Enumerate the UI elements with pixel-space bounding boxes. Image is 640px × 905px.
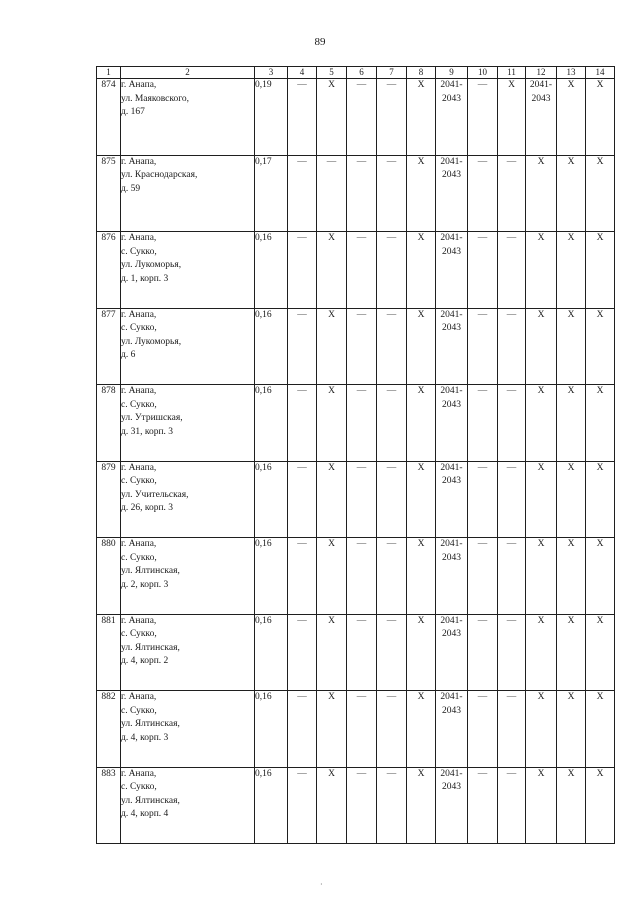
mark-cell-c12 — [526, 385, 557, 462]
mark-cell-c6: — — [347, 461, 377, 538]
period-line: 2043 — [442, 476, 461, 487]
mark-cell-c7: — — [377, 385, 407, 462]
mark-cell-c6: — — [347, 79, 377, 156]
period-line: 2041- — [440, 615, 463, 626]
area-value: 0,16 — [255, 538, 288, 615]
table-row — [97, 79, 615, 156]
area-value: 0,16 — [255, 614, 288, 691]
address-line: ул. Утришская, — [121, 413, 183, 424]
mark-cell-c10: — — [468, 308, 498, 385]
period-cell — [436, 691, 468, 768]
table-row — [97, 614, 615, 691]
column-header: 14 — [586, 67, 615, 79]
table-body — [97, 79, 615, 844]
mark-cell-c8: X — [407, 79, 436, 156]
address-line: ул. Ялтинская, — [121, 719, 180, 730]
mark-cell-c12 — [526, 232, 557, 309]
mark-cell-c5: X — [317, 461, 347, 538]
row-number: 876 — [97, 232, 121, 309]
address-line: г. Анапа, — [121, 539, 157, 549]
column-header: 6 — [347, 67, 377, 79]
table-row — [97, 767, 615, 844]
address-cell — [121, 461, 255, 538]
column-header: 4 — [288, 67, 317, 79]
period-line: 2041- — [440, 692, 463, 702]
mark-cell-c12 — [526, 308, 557, 385]
address-line: г. Анапа, — [121, 768, 157, 779]
mark-cell-c5: — — [317, 155, 347, 232]
mark-cell-c13: X — [557, 691, 586, 768]
period-cell — [436, 79, 468, 156]
mark-cell-c6: — — [347, 232, 377, 309]
mark-cell-c10: — — [468, 614, 498, 691]
period-line: 2041- — [440, 768, 463, 779]
mark-cell-c4: — — [288, 155, 317, 232]
row-number: 880 — [97, 538, 121, 615]
address-line: с. Сукко, — [121, 476, 157, 487]
mark-cell-c13: X — [557, 614, 586, 691]
mark-cell-c6: — — [347, 308, 377, 385]
period-cell — [436, 614, 468, 691]
mark-cell-c13: X — [557, 232, 586, 309]
mark-cell-c7: — — [377, 767, 407, 844]
period-cell — [436, 232, 468, 309]
mark-cell-c10: — — [468, 232, 498, 309]
address-line: ул. Ялтинская, — [121, 642, 180, 653]
mark-cell-c12 — [526, 767, 557, 844]
period-line: 2041- — [440, 462, 463, 473]
mark-cell-c7: — — [377, 308, 407, 385]
mark-cell-c13: X — [557, 767, 586, 844]
address-line: с. Сукко, — [121, 629, 157, 640]
row-number: 883 — [97, 767, 121, 844]
address-line: с. Сукко, — [121, 323, 157, 334]
mark-cell-c7: — — [377, 461, 407, 538]
row-number: 881 — [97, 614, 121, 691]
address-line: г. Анапа, — [121, 386, 157, 396]
area-value: 0,16 — [255, 308, 288, 385]
period-line: 2041- — [440, 80, 463, 90]
mark-cell-c7: — — [377, 79, 407, 156]
address-line: д. 6 — [121, 350, 136, 361]
address-line: г. Анапа, — [121, 80, 157, 90]
mark-cell-c4: — — [288, 767, 317, 844]
mark-cell-c13: X — [557, 538, 586, 615]
table-row — [97, 308, 615, 385]
mark-cell-c13: X — [557, 79, 586, 156]
table-row — [97, 155, 615, 232]
mark-cell-c8: X — [407, 691, 436, 768]
period-cell — [436, 308, 468, 385]
area-value: 0,16 — [255, 691, 288, 768]
mark-cell-c10: — — [468, 79, 498, 156]
mark-line: X — [537, 539, 545, 549]
mark-cell-c13: X — [557, 308, 586, 385]
mark-cell-c6: — — [347, 767, 377, 844]
mark-cell-c5: X — [317, 232, 347, 309]
mark-cell-c4: — — [288, 461, 317, 538]
address-line: г. Анапа, — [121, 615, 157, 626]
mark-cell-c11: — — [498, 232, 526, 309]
address-cell — [121, 614, 255, 691]
mark-cell-c14: X — [586, 461, 615, 538]
address-line: ул. Ялтинская, — [121, 566, 180, 577]
mark-cell-c8: X — [407, 385, 436, 462]
mark-line: X — [537, 615, 545, 626]
address-line: ул. Учительская, — [121, 489, 189, 500]
address-line: ул. Краснодарская, — [121, 170, 198, 181]
period-line: 2043 — [442, 246, 461, 257]
period-line: 2041- — [440, 309, 463, 320]
mark-cell-c11: — — [498, 308, 526, 385]
column-header: 11 — [498, 67, 526, 79]
row-number: 875 — [97, 155, 121, 232]
area-value: 0,16 — [255, 767, 288, 844]
mark-cell-c4: — — [288, 614, 317, 691]
address-cell — [121, 691, 255, 768]
column-header: 10 — [468, 67, 498, 79]
mark-line: X — [537, 768, 545, 779]
address-line: д. 59 — [121, 183, 141, 194]
mark-cell-c8: X — [407, 461, 436, 538]
column-header: 3 — [255, 67, 288, 79]
mark-cell-c8: X — [407, 767, 436, 844]
mark-cell-c6: — — [347, 691, 377, 768]
address-cell — [121, 385, 255, 462]
mark-cell-c14: X — [586, 767, 615, 844]
mark-cell-c8: X — [407, 232, 436, 309]
period-cell — [436, 538, 468, 615]
mark-cell-c12 — [526, 461, 557, 538]
period-cell — [436, 767, 468, 844]
period-line: 2041- — [440, 233, 463, 243]
address-line: д. 4, корп. 4 — [121, 809, 169, 820]
mark-cell-c14: X — [586, 155, 615, 232]
mark-cell-c11: X — [498, 79, 526, 156]
address-cell — [121, 232, 255, 309]
period-line: 2043 — [442, 399, 461, 410]
mark-cell-c10: — — [468, 767, 498, 844]
mark-line: X — [537, 233, 545, 243]
address-line: г. Анапа, — [121, 233, 157, 243]
mark-cell-c5: X — [317, 614, 347, 691]
column-header: 13 — [557, 67, 586, 79]
mark-cell-c6: — — [347, 155, 377, 232]
mark-line: X — [537, 309, 545, 320]
address-line: д. 167 — [121, 107, 145, 118]
address-cell — [121, 155, 255, 232]
area-value: 0,16 — [255, 385, 288, 462]
address-cell — [121, 767, 255, 844]
period-cell — [436, 155, 468, 232]
mark-cell-c12 — [526, 79, 557, 156]
housing-table — [96, 66, 615, 844]
mark-cell-c10: — — [468, 385, 498, 462]
column-header: 2 — [121, 67, 255, 79]
mark-cell-c14: X — [586, 385, 615, 462]
period-line: 2043 — [442, 93, 461, 104]
mark-cell-c4: — — [288, 232, 317, 309]
mark-cell-c10: — — [468, 155, 498, 232]
period-line: 2043 — [442, 705, 461, 716]
column-header: 9 — [436, 67, 468, 79]
area-value: 0,16 — [255, 461, 288, 538]
mark-cell-c11: — — [498, 691, 526, 768]
mark-cell-c13: X — [557, 461, 586, 538]
row-number: 878 — [97, 385, 121, 462]
period-line: 2043 — [442, 552, 461, 563]
mark-cell-c14: X — [586, 232, 615, 309]
address-line: с. Сукко, — [121, 705, 157, 716]
mark-cell-c11: — — [498, 767, 526, 844]
mark-cell-c14: X — [586, 308, 615, 385]
address-line: ул. Ялтинская, — [121, 795, 180, 806]
address-line: ул. Лукоморья, — [121, 260, 182, 271]
mark-cell-c6: — — [347, 614, 377, 691]
scan-speck: · — [320, 880, 323, 889]
mark-cell-c4: — — [288, 79, 317, 156]
address-line: г. Анапа, — [121, 462, 157, 473]
mark-cell-c12 — [526, 538, 557, 615]
mark-cell-c13: X — [557, 155, 586, 232]
mark-cell-c5: X — [317, 767, 347, 844]
column-header: 7 — [377, 67, 407, 79]
area-value: 0,19 — [255, 79, 288, 156]
mark-cell-c14: X — [586, 79, 615, 156]
area-value: 0,16 — [255, 232, 288, 309]
address-line: с. Сукко, — [121, 552, 157, 563]
period-line: 2041- — [440, 386, 463, 396]
mark-cell-c8: X — [407, 614, 436, 691]
mark-cell-c11: — — [498, 538, 526, 615]
address-line: ул. Лукоморья, — [121, 336, 182, 347]
address-line: с. Сукко, — [121, 782, 157, 793]
mark-cell-c10: — — [468, 461, 498, 538]
mark-cell-c10: — — [468, 538, 498, 615]
page-number: 89 — [314, 36, 326, 48]
mark-cell-c7: — — [377, 614, 407, 691]
mark-cell-c7: — — [377, 232, 407, 309]
mark-line: X — [537, 462, 545, 473]
period-line: 2043 — [442, 629, 461, 640]
column-header: 5 — [317, 67, 347, 79]
mark-cell-c5: X — [317, 385, 347, 462]
mark-cell-c14: X — [586, 614, 615, 691]
mark-cell-c5: X — [317, 538, 347, 615]
mark-cell-c8: X — [407, 308, 436, 385]
row-number: 877 — [97, 308, 121, 385]
mark-cell-c6: — — [347, 385, 377, 462]
address-cell — [121, 308, 255, 385]
mark-cell-c5: X — [317, 79, 347, 156]
row-number: 874 — [97, 79, 121, 156]
mark-cell-c5: X — [317, 691, 347, 768]
period-cell — [436, 385, 468, 462]
mark-cell-c6: — — [347, 538, 377, 615]
address-line: д. 31, корп. 3 — [121, 426, 174, 437]
mark-line: 2043 — [531, 93, 551, 104]
column-header: 8 — [407, 67, 436, 79]
address-line: д. 4, корп. 3 — [121, 732, 169, 743]
table-row — [97, 691, 615, 768]
header-row — [97, 67, 615, 79]
mark-cell-c8: X — [407, 155, 436, 232]
mark-line: X — [537, 692, 545, 702]
address-line: ул. Маяковского, — [121, 93, 190, 104]
mark-cell-c4: — — [288, 385, 317, 462]
period-line: 2041- — [440, 156, 463, 167]
period-line: 2043 — [442, 782, 461, 793]
mark-line: X — [537, 386, 545, 396]
mark-cell-c4: — — [288, 691, 317, 768]
mark-cell-c14: X — [586, 538, 615, 615]
table-row — [97, 538, 615, 615]
mark-line: X — [537, 156, 545, 167]
mark-cell-c12 — [526, 614, 557, 691]
mark-cell-c7: — — [377, 538, 407, 615]
period-line: 2041- — [440, 539, 463, 549]
mark-cell-c13: X — [557, 385, 586, 462]
mark-cell-c7: — — [377, 155, 407, 232]
table-row — [97, 232, 615, 309]
address-line: г. Анапа, — [121, 692, 157, 702]
column-header: 1 — [97, 67, 121, 79]
mark-line: 2041- — [529, 80, 553, 90]
column-header: 12 — [526, 67, 557, 79]
address-cell — [121, 79, 255, 156]
table-row — [97, 461, 615, 538]
mark-cell-c14: X — [586, 691, 615, 768]
period-line: 2043 — [442, 323, 461, 334]
period-line: 2043 — [442, 170, 461, 181]
address-line: д. 26, корп. 3 — [121, 503, 174, 514]
address-line: д. 1, корп. 3 — [121, 273, 169, 284]
address-cell — [121, 538, 255, 615]
mark-cell-c11: — — [498, 461, 526, 538]
row-number: 879 — [97, 461, 121, 538]
address-line: г. Анапа, — [121, 309, 157, 320]
row-number: 882 — [97, 691, 121, 768]
mark-cell-c8: X — [407, 538, 436, 615]
address-line: с. Сукко, — [121, 399, 157, 410]
address-line: д. 2, корп. 3 — [121, 579, 169, 590]
mark-cell-c11: — — [498, 385, 526, 462]
mark-cell-c4: — — [288, 308, 317, 385]
mark-cell-c4: — — [288, 538, 317, 615]
mark-cell-c12 — [526, 691, 557, 768]
mark-cell-c11: — — [498, 614, 526, 691]
mark-cell-c11: — — [498, 155, 526, 232]
address-line: г. Анапа, — [121, 156, 157, 167]
table-row — [97, 385, 615, 462]
mark-cell-c10: — — [468, 691, 498, 768]
period-cell — [436, 461, 468, 538]
mark-cell-c5: X — [317, 308, 347, 385]
area-value: 0,17 — [255, 155, 288, 232]
mark-cell-c7: — — [377, 691, 407, 768]
mark-cell-c12 — [526, 155, 557, 232]
address-line: с. Сукко, — [121, 246, 157, 257]
address-line: д. 4, корп. 2 — [121, 656, 169, 667]
